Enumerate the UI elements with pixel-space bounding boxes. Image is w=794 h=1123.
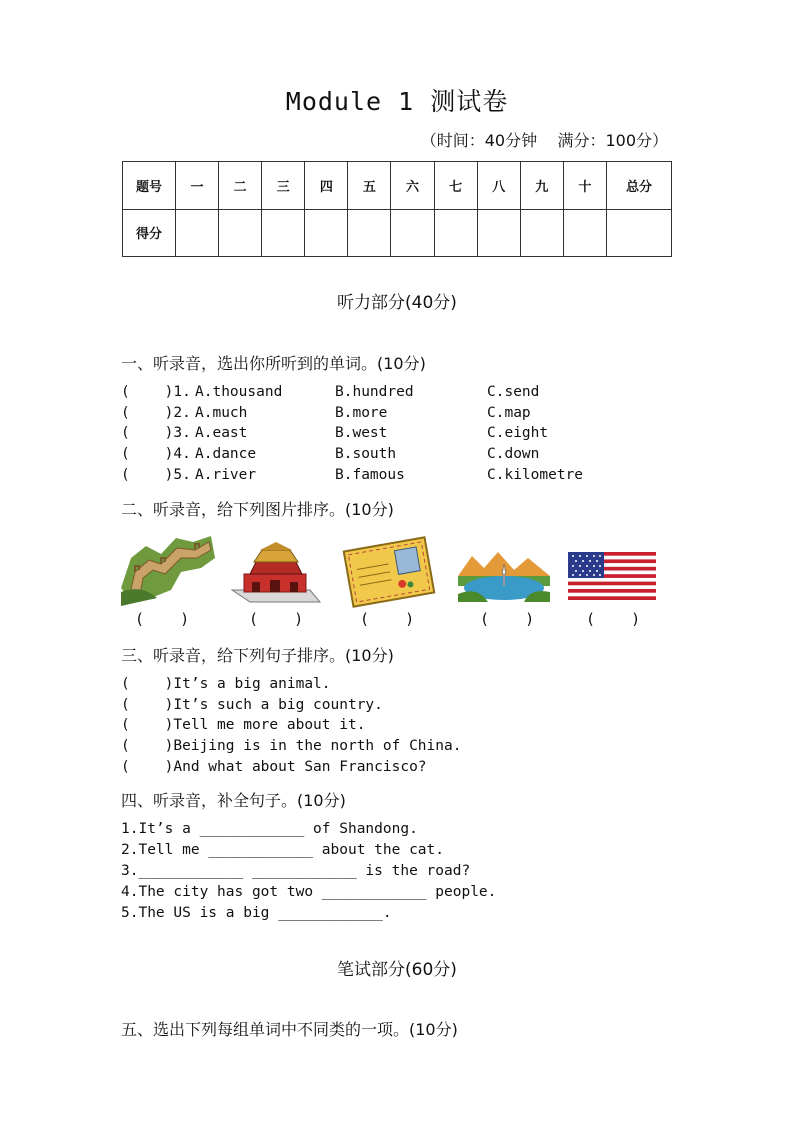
score-cell[interactable] [391,209,434,257]
answer-blank[interactable]: ( )1. [121,384,191,400]
option-a: A.river [195,467,257,483]
score-table-header-row [123,162,672,210]
listening-section-heading: 听力部分(40分) [337,293,457,313]
score-header-cell: 一 [176,162,219,210]
score-header-cell: 九 [520,162,563,210]
tiananmen-icon [230,538,322,608]
lake-icon [458,546,550,602]
option-a: A.east [195,425,248,441]
score-cell[interactable] [477,209,520,257]
option-c: C.map [487,405,531,421]
q4-item: 4.The city has got two ____________ people. [121,884,497,900]
option-b: B.famous [335,467,405,483]
q1-item [121,423,549,443]
option-a: A.much [195,405,248,421]
q4-item: 5.The US is a big ____________. [121,905,392,921]
q1-item [121,465,584,485]
option-c: C.kilometre [487,467,584,483]
score-header-cell: 五 [348,162,391,210]
q4-item: 1.It’s a ____________ of Shandong. [121,821,418,837]
option-c: C.eight [487,425,549,441]
option-a: A.thousand [195,384,283,400]
picture-answer-blank[interactable]: ( ) [135,610,190,628]
score-header-cell: 十 [563,162,606,210]
question-1-heading: 一、听录音，选出你所听到的单词。(10分) [121,354,426,373]
score-cell[interactable] [305,209,348,257]
option-c: C.send [487,384,540,400]
q3-item: ( )Beijing is in the north of China. [121,738,462,754]
option-b: B.more [335,405,388,421]
q1-item [121,403,531,423]
time-score-info: （时间：40分钟 满分：100分） [420,131,668,150]
score-cell[interactable] [520,209,563,257]
score-header-cell: 二 [219,162,262,210]
q3-item: ( )It’s a big animal. [121,676,331,692]
question-3-heading: 三、听录音，给下列句子排序。(10分) [121,646,394,665]
score-table-score-row [123,209,672,257]
answer-blank[interactable]: ( )2. [121,405,191,421]
answer-blank[interactable]: ( )3. [121,425,191,441]
score-cell[interactable] [607,209,672,257]
answer-blank[interactable]: ( )4. [121,446,191,462]
score-cell[interactable] [348,209,391,257]
picture-answer-blank[interactable]: ( ) [249,610,304,628]
question-5-heading: 五、选出下列每组单词中不同类的一项。(10分) [121,1020,458,1039]
score-header-cell: 六 [391,162,434,210]
option-a: A.dance [195,446,257,462]
score-cell[interactable] [219,209,262,257]
score-header-cell: 七 [434,162,477,210]
q4-item: 2.Tell me ____________ about the cat. [121,842,445,858]
score-cell[interactable] [563,209,606,257]
q1-item [121,444,540,464]
picture-answer-blank[interactable]: ( ) [586,610,641,628]
score-table [122,161,672,257]
score-cell[interactable] [176,209,219,257]
page-title: Module 1 测试卷 [285,87,509,116]
postcard-icon [340,534,438,610]
us-flag-icon [568,552,656,600]
picture-row [0,528,794,618]
option-b: B.south [335,446,397,462]
picture-answer-blank[interactable]: ( ) [480,610,535,628]
option-b: B.hundred [335,384,414,400]
q3-item: ( )It’s such a big country. [121,697,383,713]
score-header-cell: 八 [477,162,520,210]
q3-item: ( )Tell me more about it. [121,717,366,733]
q3-item: ( )And what about San Francisco? [121,759,427,775]
great-wall-icon [121,528,215,606]
q4-item: 3.____________ ____________ is the road? [121,863,471,879]
writing-section-heading: 笔试部分(60分) [337,960,457,980]
answer-blank[interactable]: ( )5. [121,467,191,483]
q1-item [121,382,540,402]
question-4-heading: 四、听录音，补全句子。(10分) [121,791,346,810]
score-cell[interactable] [434,209,477,257]
question-2-heading: 二、听录音，给下列图片排序。(10分) [121,500,394,519]
score-header-cell: 三 [262,162,305,210]
option-c: C.down [487,446,540,462]
picture-answer-blank[interactable]: ( ) [360,610,415,628]
score-cell[interactable] [262,209,305,257]
score-header-cell: 四 [305,162,348,210]
score-header-cell: 总分 [607,162,672,210]
score-header-cell: 题号 [123,162,176,210]
score-row-label: 得分 [123,209,176,257]
option-b: B.west [335,425,388,441]
